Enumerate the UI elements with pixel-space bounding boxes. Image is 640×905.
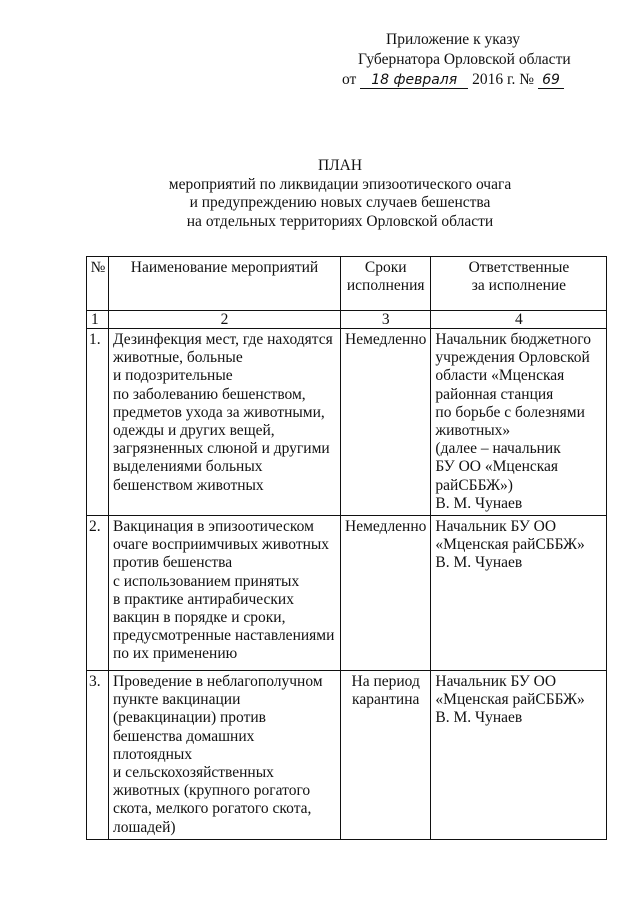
row-responsible: Начальник БУ ОО «Мценская райСББЖ» В. М. Чунаев	[431, 671, 607, 840]
row-term: На период карантина	[341, 671, 431, 840]
date-prefix: от	[342, 71, 357, 88]
plan-table	[86, 256, 607, 840]
row-term: Немедленно	[341, 329, 431, 516]
row-responsible: Начальник бюджетного учреждения Орловской области «Мценская районная станция по борьбе с болезнями животных» (далее – начальник БУ ОО «Мценская райСББЖ») В. М. Чунаев	[431, 329, 607, 516]
row-number: 1.	[87, 329, 109, 516]
appendix-line-1: Приложение к указу	[386, 31, 520, 48]
title-line-2: и предупреждению новых случаев бешенства	[189, 194, 491, 211]
table-row	[87, 329, 607, 516]
appendix-line-2: Губернатора Орловской области	[358, 51, 571, 68]
table-row	[87, 516, 607, 671]
title-heading: ПЛАН	[317, 157, 363, 174]
column-number: 3	[341, 311, 431, 329]
header-num: №	[87, 257, 109, 311]
row-measure: Проведение в неблагополучном пункте вакцинации (ревакцинации) против бешенства домашних плотоядных и сельскохозяйственных животных (крупного рогатого скота, мелкого рогатого скота, лошадей)	[109, 671, 341, 840]
row-number: 3.	[87, 671, 109, 840]
column-number: 2	[109, 311, 341, 329]
row-measure: Дезинфекция мест, где находятся животные, больные и подозрительные по заболеванию бешенством, предметов ухода за животными, одежды и других вещей, загрязненных слюной и другими выделениями больных бешенством животных	[109, 329, 341, 516]
row-measure: Вакцинация в эпизоотическом очаге восприимчивых животных против бешенства с использованием принятых в практике антирабических вакцин в порядке и сроки, предусмотренные наставлениями по их применению	[109, 516, 341, 671]
document-title	[100, 157, 580, 231]
header-responsible: Ответственные за исполнение	[431, 257, 607, 311]
year-text: 2016 г. №	[472, 71, 535, 88]
appendix-header	[338, 30, 628, 90]
handwritten-date: 18 февраля	[360, 72, 468, 89]
table-header-row	[87, 257, 607, 311]
handwritten-number: 69	[538, 72, 564, 89]
row-number: 2.	[87, 516, 109, 671]
column-number-row	[87, 311, 607, 329]
row-responsible: Начальник БУ ОО «Мценская райСББЖ» В. М. Чунаев	[431, 516, 607, 671]
header-measure: Наименование мероприятий	[109, 257, 341, 311]
table-row	[87, 671, 607, 840]
column-number: 1	[87, 311, 109, 329]
title-line-3: на отдельных территориях Орловской области	[186, 212, 494, 230]
title-line-1: мероприятий по ликвидации эпизоотического очага	[168, 175, 512, 193]
column-number: 4	[431, 311, 607, 329]
header-term: Сроки исполнения	[341, 257, 431, 311]
appendix-date-line	[338, 70, 628, 90]
row-term: Немедленно	[341, 516, 431, 671]
